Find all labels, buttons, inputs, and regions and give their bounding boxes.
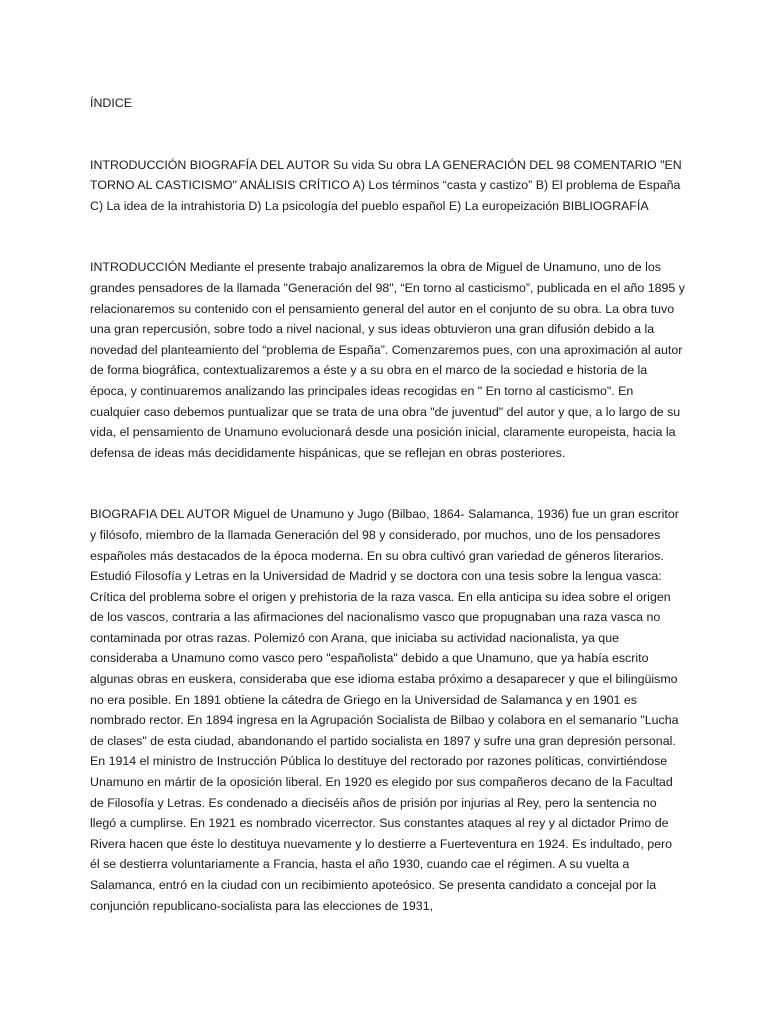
- biography-paragraph: BIOGRAFIA DEL AUTOR Miguel de Unamuno y Jugo (Bilbao, 1864- Salamanca, 1936) fue un gran escritor y filósofo, miembro de la llamada Generación del 98 y considerado, por muchos, uno de los pensadores españoles más destacados de la época moderna. En su obra cultivó gran variedad de géneros literarios. Estudió Filosofía y Letras en la Universidad de Madrid y se doctora con una tesis sobre la lengua vasca: Crítica del problema sobre el origen y prehistoria de la raza vasca. En ella anticipa su idea sobre el origen de los vascos, contraria a las afirmaciones del nacionalismo vasco que propugnaban una raza vasca no contaminada por otras razas. Polemizó con Arana, que iniciaba su actividad nacionalista, ya que consideraba a Unamuno como vasco pero "españolista" debido a que Unamuno, que ya había escrito algunas obras en euskera, consideraba que ese idioma estaba próximo a desaparecer y que el bilingüismo no era posible. En 1891 obtiene la cátedra de Griego en la Universidad de Salamanca y en 1901 es nombrado rector. En 1894 ingresa en la Agrupación Socialista de Bilbao y colabora en el semanario "Lucha de clases" de esta ciudad, abandonando el partido socialista en 1897 y sufre una gran depresión personal. En 1914 el ministro de Instrucción Pública lo destituye del rectorado por razones políticas, convirtiéndose Unamuno en mártir de la oposición liberal. En 1920 es elegido por sus compañeros decano de la Facultad de Filosofía y Letras. Es condenado a dieciséis años de prisión por injurias al Rey, pero la sentencia no llegó a cumplirse. En 1921 es nombrado vicerrector. Sus constantes ataques al rey y al dictador Primo de Rivera hacen que éste lo destituya nuevamente y lo destierre a Fuerteventura en 1924. Es indultado, pero él se destierra voluntariamente a Francia, hasta el año 1930, cuando cae el régimen. A su vuelta a Salamanca, entró en la ciudad con un recibimiento apoteósico. Se presenta candidato a concejal por la conjunción republicano-socialista para las elecciones de 1931,: [90, 507, 679, 913]
- index-heading: ÍNDICE: [90, 96, 132, 110]
- document-page: [90, 93, 685, 916]
- table-of-contents: INTRODUCCIÓN BIOGRAFÍA DEL AUTOR Su vida Su obra LA GENERACIÓN DEL 98 COMENTARIO "EN TORNO AL CASTICISMO" ANÁLISIS CRÍTICO A) Los términos “casta y castizo” B) El problema de España C) La idea de la intrahistoria D) La psicología del pueblo español E) La europeización BIBLIOGRAFÍA: [90, 157, 682, 213]
- introduction-paragraph: INTRODUCCIÓN Mediante el presente trabajo analizaremos la obra de Miguel de Unamuno, uno de los grandes pensadores de la llamada "Generación del 98", “En torno al casticismo”, publicada en el año 1895 y relacionaremos su contenido con el pensamiento general del autor en el conjunto de su obra. La obra tuvo una gran repercusión, sobre todo a nivel nacional, y sus ideas obtuvieron una gran difusión debido a la novedad del planteamiento del “problema de España”. Comenzaremos pues, con una aproximación al autor de forma biográfica, contextualizaremos a éste y a su obra en el marco de la sociedad e historia de la época, y continuaremos analizando las principales ideas recogidas en " En torno al casticismo". En cualquier caso debemos puntualizar que se trata de una obra "de juventud" del autor y que, a lo largo de su vida, el pensamiento de Unamuno evolucionará desde una posición inicial, claramente europeista, hacia la defensa de ideas más decididamente hispánicas, que se reflejan en obras posteriores.: [90, 260, 685, 460]
